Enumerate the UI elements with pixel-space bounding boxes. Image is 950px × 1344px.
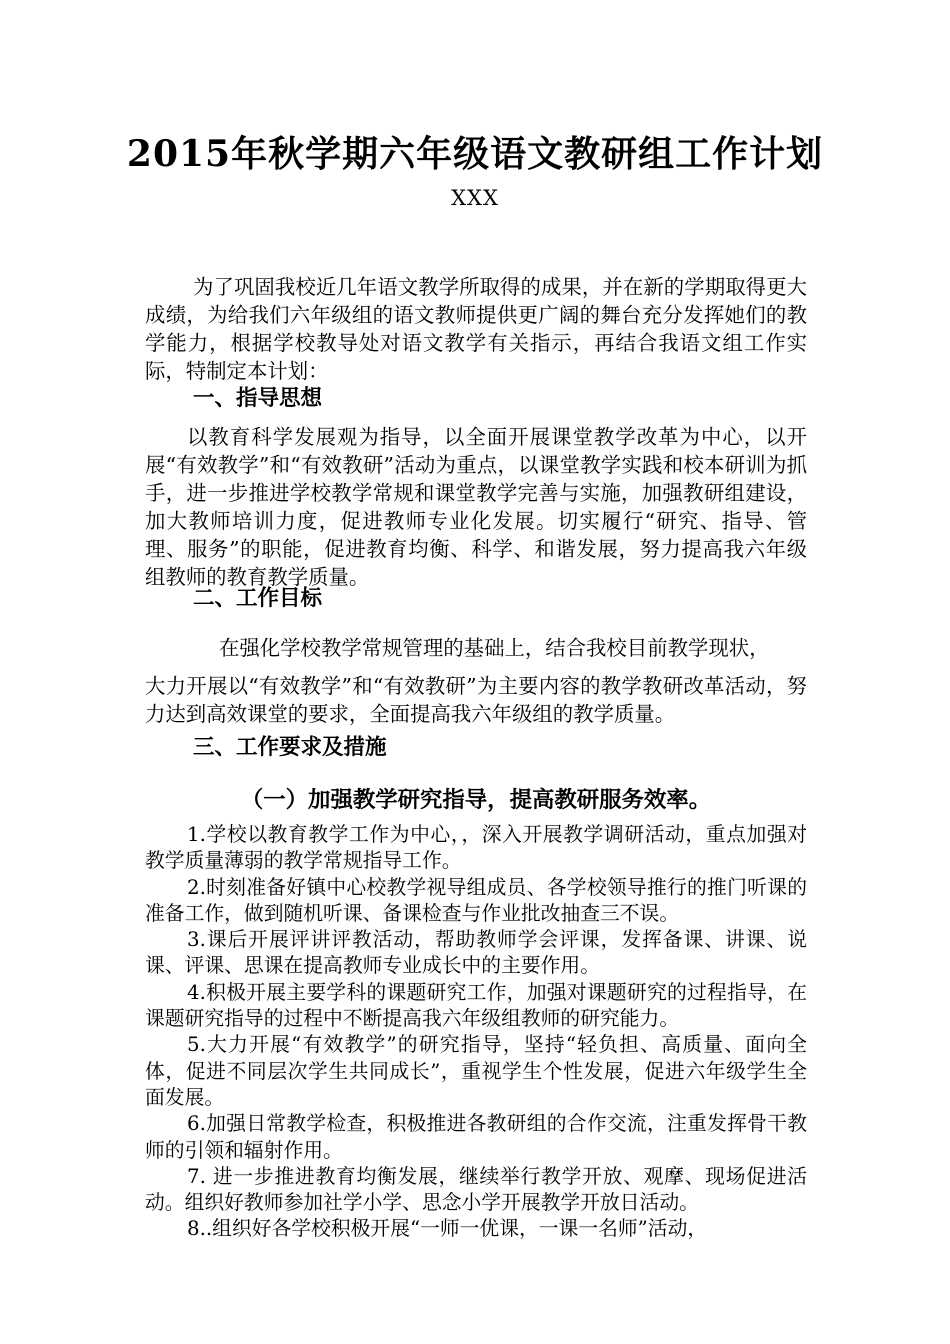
list-item: 4.积极开展主要学科的课题研究工作，加强对课题研究的过程指导，在课题研究指导的过程中不断提高我六年级组教师的研究能力。 xyxy=(145,980,807,1031)
document-title: 2015年秋学期六年级语文教研组工作计划 xyxy=(126,133,824,175)
list-item: 2.时刻准备好镇中心校教学视导组成员、各学校领导推行的推门听课的准备工作，做到随机听课、备课检查与作业批改抽查三不误。 xyxy=(145,875,807,925)
intro-text: 为了巩固我校近几年语文教学所取得的成果，并在新的学期取得更大成绩，为给我们六年级组的语文教师提供更广阔的舞台充分发挥她们的教学能力，根据学校教导处对语文教学有关指示，再结合我语文组工作实际，特制定本计划： xyxy=(145,275,807,383)
subsection-1-heading: （一）加强教学研究指导，提高教研服务效率。 xyxy=(240,787,712,813)
section-1 xyxy=(145,384,807,414)
section-2-line-2: 大力开展以“有效教学”和“有效教研”为主要内容的教学教研改革活动，努力达到高效课堂的要求，全面提高我六年级组的教学质量。 xyxy=(145,674,807,726)
section-2-line-1: 在强化学校教学常规管理的基础上，结合我校目前教学现状， xyxy=(219,636,770,660)
section-3-heading: 三、工作要求及措施 xyxy=(193,735,387,760)
list-item: 3.课后开展评讲评教活动，帮助教师学会评课，发挥备课、讲课、说课、评课、思课在提高教师专业成长中的主要作用。 xyxy=(145,928,807,978)
section-2 xyxy=(145,584,807,614)
section-2-body-cont xyxy=(145,672,807,728)
list-item: 5.大力开展“有效教学”的研究指导，坚持“轻负担、高质量、面向全体，促进不同层次学生共同成长”，重视学生个性发展，促进六年级学生全面发展。 xyxy=(145,1033,807,1109)
section-2-body xyxy=(145,634,807,662)
intro-paragraph xyxy=(145,273,807,385)
subsection-1 xyxy=(145,784,807,816)
document-author: XXX xyxy=(451,186,499,210)
section-1-body xyxy=(145,423,807,591)
list-item: 8..组织好各学校积极开展“一师一优课，一课一名师”活动， xyxy=(187,1217,708,1241)
measures-list xyxy=(145,822,807,1243)
list-item: 1.学校以教育教学工作为中心，，深入开展教学调研活动，重点加强对教学质量薄弱的教学常规指导工作。 xyxy=(145,823,807,873)
section-1-heading: 一、指导思想 xyxy=(193,386,323,411)
section-3 xyxy=(145,733,807,763)
list-item: 6.加强日常教学检查，积极推进各教研组的合作交流，注重发挥骨干教师的引领和辐射作用。 xyxy=(145,1112,807,1162)
section-2-heading: 二、工作目标 xyxy=(193,586,323,611)
list-item: 7. 进一步推进教育均衡发展，继续举行教学开放、观摩、现场促进活动。组织好教师参加社学小学、思念小学开展教学开放日活动。 xyxy=(145,1164,807,1215)
section-1-text: 以教育科学发展观为指导，以全面开展课堂教学改革为中心，以开展“有效教学”和“有效教研”活动为重点，以课堂教学实践和校本研训为抓手，进一步推进学校教学常规和课堂教学完善与实施，加强教研组建设，加大教师培训力度，促进教师专业化发展。切实履行“研究、指导、管理、服务”的职能，促进教育均衡、科学、和谐发展，努力提高我六年级组教师的教育教学质量。 xyxy=(145,425,807,589)
